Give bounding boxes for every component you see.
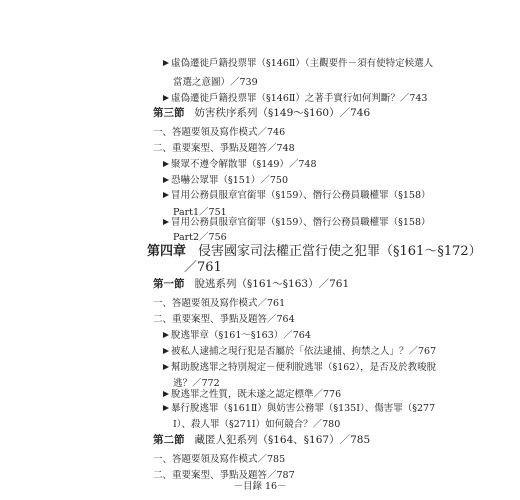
toc-entry: 冒用公務員服章官銜罪（§159）、僭行公務員職權罪（§158） bbox=[163, 187, 431, 201]
toc-entry: 被私人逮捕之現行犯是否屬於「依法逮捕、拘禁之人」？／767 bbox=[163, 343, 436, 357]
triangle-bullet-icon bbox=[163, 219, 169, 225]
toc-entry: 冒用公務員服章官銜罪（§159）、僭行公務員職權罪（§158） bbox=[163, 214, 431, 228]
toc-entry-continuation: 當選之意圖）／739 bbox=[173, 77, 258, 88]
section-heading: 第二節 藏匿人犯系列（§164、§167）／785 bbox=[153, 434, 371, 446]
toc-entry: 一、答題要領及寫作模式／746 bbox=[153, 127, 286, 138]
toc-entry-continuation: Part2／756 bbox=[173, 232, 227, 243]
toc-entry: 二、重要案型、爭點及題答／748 bbox=[153, 143, 295, 154]
toc-entry: 脫逃罪章（§161～§163）／764 bbox=[163, 327, 311, 341]
triangle-bullet-icon bbox=[163, 192, 169, 198]
toc-entry: 聚眾不遵令解散罪（§149）／748 bbox=[163, 156, 317, 170]
section-heading: 第一節 脫逃系列（§161～§163）／761 bbox=[153, 278, 350, 290]
triangle-bullet-icon bbox=[163, 95, 169, 101]
chapter-heading: 第四章 侵害國家司法權正當行使之犯罪（§161～§172） bbox=[147, 244, 482, 259]
toc-entry: 脫逃罪之性質，既未遂之認定標準／776 bbox=[163, 386, 341, 400]
toc-entry: 暴行脫逃罪（§161Ⅱ）與妨害公務罪（§135Ⅰ）、傷害罪（§277 bbox=[163, 400, 435, 414]
toc-entry-continuation: Part1／751 bbox=[173, 207, 227, 218]
triangle-bullet-icon bbox=[163, 332, 169, 338]
toc-entry: 虛偽遷徙戶籍投票罪（§146Ⅱ）之著手實行如何判斷？／743 bbox=[163, 90, 427, 104]
toc-entry-continuation: 逃？／772 bbox=[173, 378, 220, 389]
section-heading: 第三節 妨害秩序系列（§149～§160）／746 bbox=[153, 107, 371, 119]
toc-entry: 虛偽遷徙戶籍投票罪（§146Ⅱ）（主觀要件－須有使特定候選人 bbox=[163, 55, 433, 69]
chapter-heading-continuation: ／761 bbox=[184, 260, 222, 275]
toc-entry: 一、答題要領及寫作模式／761 bbox=[153, 298, 286, 309]
triangle-bullet-icon bbox=[163, 177, 169, 183]
toc-entry: 一、答題要領及寫作模式／785 bbox=[153, 454, 286, 465]
toc-entry-continuation: Ⅰ）、殺人罪（§271Ⅰ）如何競合？／780 bbox=[173, 419, 341, 430]
triangle-bullet-icon bbox=[163, 405, 169, 411]
toc-entry: 恐嚇公眾罪（§151）／750 bbox=[163, 172, 288, 186]
page-number-footer: －目錄 16－ bbox=[233, 481, 287, 492]
toc-entry: 二、重要案型、爭點及題答／787 bbox=[153, 470, 295, 481]
triangle-bullet-icon bbox=[163, 60, 169, 66]
toc-entry: 幫助脫逃罪之特別規定－便利脫逃罪（§162），是否及於教唆脫 bbox=[163, 359, 436, 373]
triangle-bullet-icon bbox=[163, 391, 169, 397]
triangle-bullet-icon bbox=[163, 364, 169, 370]
triangle-bullet-icon bbox=[163, 161, 169, 167]
triangle-bullet-icon bbox=[163, 348, 169, 354]
toc-entry: 二、重要案型、爭點及題答／764 bbox=[153, 314, 295, 325]
